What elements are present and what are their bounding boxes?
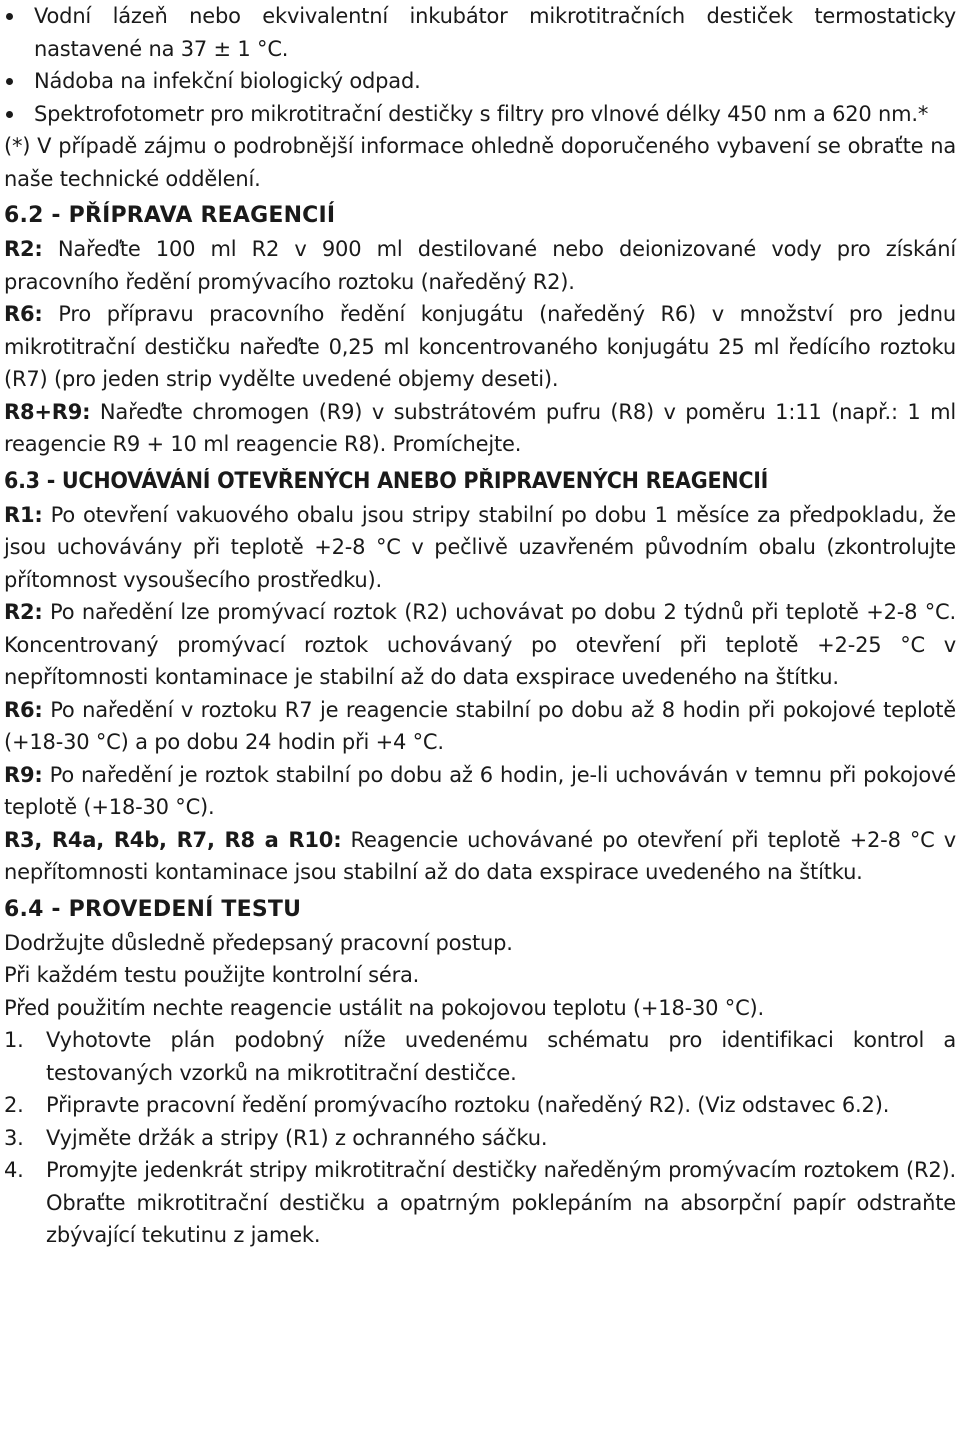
reagent-paragraph: R2: Nařeďte 100 ml R2 v 900 ml destilované nebo deionizované vody pro získání pracovního ředění promývacího roztoku (naředěný R2).	[4, 237, 956, 294]
storage-paragraph: R6: Po naředění v roztoku R7 je reagencie stabilní po dobu až 8 hodin při pokojové teplotě (+18-30 °C) a po dobu 24 hodin při +4 °C.	[4, 697, 956, 754]
storage-paragraph: R3, R4a, R4b, R7, R8 a R10: Reagencie uchovávané po otevření při teplotě +2-8 °C v nepřítomnosti kontaminace jsou stabilní až do data exspirace uvedeného na štítku.	[4, 827, 956, 884]
reagent-paragraph: R6: Pro přípravu pracovního ředění konjugátu (naředěný R6) v množství pro jednu mikrotitrační destičku nařeďte 0,25 ml koncentrovaného konjugátu 25 ml ředícího roztoku (R7) (pro jeden strip vydělte uvedené objemy deseti).	[4, 302, 956, 391]
list-item: Vodní lázeň nebo ekvivalentní inkubátor mikrotitračních destiček termostaticky nastavené na 37 ± 1 °C.	[4, 0, 956, 65]
list-item: Nádoba na infekční biologický odpad.	[4, 65, 956, 98]
section-heading-6-4: 6.4 - PROVEDENÍ TESTU	[4, 896, 302, 922]
list-item: 4. Promyjte jedenkrát stripy mikrotitrační destičky naředěným promývacím roztokem (R2). Obraťte mikrotitrační destičku a opatrným poklepáním na absorpční papír odstraňte zbývající tekutinu z jamek.	[4, 1154, 956, 1252]
instruction-line: Před použitím nechte reagencie ustálit na pokojovou teplotu (+18-30 °C).	[4, 995, 765, 1020]
step-number: 3.	[4, 1125, 24, 1150]
document-page	[4, 0, 956, 1252]
storage-paragraph: R2: Po naředění lze promývací roztok (R2) uchovávat po dobu 2 týdnů při teplotě +2-8 °C. Koncentrovaný promývací roztok uchovávaný po otevření při teplotě +2-25 °C v nepřítomnosti kontaminace je stabilní až do data exspirace uvedeného na štítku.	[4, 600, 956, 689]
storage-paragraph: R9: Po naředění je roztok stabilní po dobu až 6 hodin, je-li uchováván v temnu při pokojové teplotě (+18-30 °C).	[4, 762, 956, 819]
reagent-paragraph: R8+R9: Nařeďte chromogen (R9) v substrátovém pufru (R8) v poměru 1:11 (např.: 1 ml reagencie R9 + 10 ml reagencie R8). Promíchejte.	[4, 399, 956, 456]
list-item: Spektrofotometr pro mikrotitrační destičky s filtry pro vlnové délky 450 nm a 620 nm.*	[4, 98, 956, 131]
section-heading-6-3: 6.3 - UCHOVÁVÁNÍ OTEVŘENÝCH ANEBO PŘIPRAVENÝCH REAGENCIÍ	[4, 468, 769, 494]
reagent-label: R9:	[4, 762, 43, 787]
list-item: 1. Vyhotovte plán podobný níže uvedenému schématu pro identifikaci kontrol a testovaných vzorků na mikrotitrační destičce.	[4, 1024, 956, 1089]
bullet-icon	[6, 111, 13, 118]
reagent-label: R6:	[4, 302, 43, 326]
storage-paragraph: R1: Po otevření vakuového obalu jsou stripy stabilní po dobu 1 měsíce za předpokladu, že jsou uchovávány při teplotě +2-8 °C v pečlivě uzavřeném původním obalu (zkontrolujte přítomnost vysoušecího prostředku).	[4, 502, 956, 592]
reagent-label: R3, R4a, R4b, R7, R8 a R10:	[4, 827, 342, 852]
list-item: 2. Připravte pracovní ředění promývacího roztoku (naředěný R2). (Viz odstavec 6.2).	[4, 1089, 956, 1122]
bullet-icon	[6, 78, 13, 85]
reagent-label: R8+R9:	[4, 399, 91, 424]
list-item: 3. Vyjměte držák a stripy (R1) z ochranného sáčku.	[4, 1122, 956, 1155]
step-number: 2.	[4, 1093, 24, 1117]
reagent-label: R2:	[4, 600, 43, 624]
step-number: 1.	[4, 1028, 24, 1052]
reagent-label: R2:	[4, 237, 43, 261]
bullet-icon	[6, 13, 13, 20]
equipment-list	[4, 0, 956, 130]
step-number: 4.	[4, 1158, 24, 1182]
instruction-line: Dodržujte důsledně předepsaný pracovní postup.	[4, 930, 513, 955]
section-heading-6-2: 6.2 - PŘÍPRAVA REAGENCIÍ	[4, 203, 336, 228]
footnote: (*) V případě zájmu o podrobnější informace ohledně doporučeného vybavení se obraťte na naše technické oddělení.	[4, 134, 956, 191]
procedure-steps	[4, 1024, 956, 1252]
reagent-label: R1:	[4, 502, 43, 527]
reagent-label: R6:	[4, 697, 43, 722]
instruction-line: Při každém testu použijte kontrolní séra.	[4, 963, 420, 987]
